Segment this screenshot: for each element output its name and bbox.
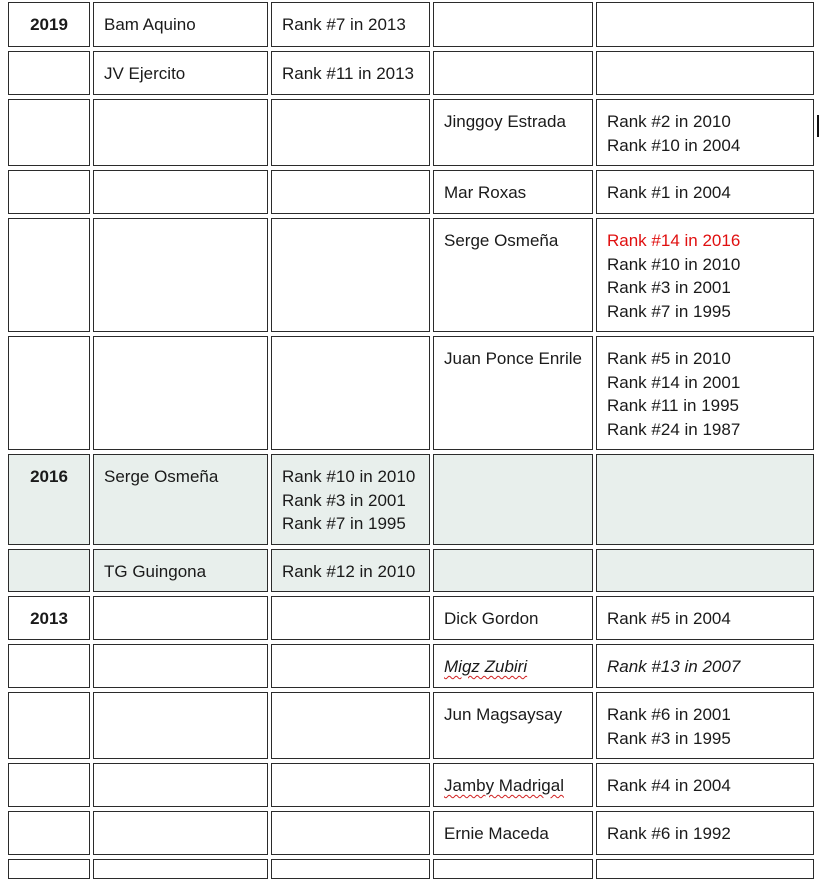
rank-line: Rank #5 in 2004 xyxy=(607,609,731,628)
new-senator-name-cell[interactable] xyxy=(93,336,268,450)
rank-line: Rank #6 in 1992 xyxy=(607,824,731,843)
new-senator-rank-cell[interactable] xyxy=(271,692,430,759)
new-senator-name-cell[interactable] xyxy=(93,692,268,759)
returning-senator-rank-cell[interactable] xyxy=(596,218,814,332)
new-senator-rank-cell[interactable] xyxy=(271,336,430,450)
rank-line: Rank #6 in 2001 xyxy=(607,705,731,724)
table-row xyxy=(8,99,814,166)
rank-line: Rank #10 in 2010 xyxy=(282,467,416,486)
year-cell[interactable]: 2016 xyxy=(8,454,90,545)
returning-senator-rank-cell[interactable] xyxy=(596,99,814,166)
returning-senator-name-cell[interactable] xyxy=(433,644,593,688)
new-senator-rank-cell[interactable] xyxy=(271,644,430,688)
returning-senator-name-cell[interactable]: Ernie Maceda xyxy=(433,811,593,855)
year-cell[interactable] xyxy=(8,692,90,759)
year-cell[interactable] xyxy=(8,763,90,807)
returning-senator-rank-cell[interactable] xyxy=(596,454,814,545)
table-row xyxy=(8,51,814,95)
rank-line: Rank #13 in 2007 xyxy=(607,657,741,676)
year-cell[interactable] xyxy=(8,811,90,855)
table-row xyxy=(8,170,814,214)
new-senator-name-cell[interactable] xyxy=(93,859,268,879)
returning-senator-name-cell[interactable] xyxy=(433,2,593,47)
new-senator-rank-cell[interactable] xyxy=(271,811,430,855)
returning-senator-name-cell[interactable]: Jun Magsaysay xyxy=(433,692,593,759)
returning-senator-name-cell[interactable] xyxy=(433,454,593,545)
new-senator-rank-cell[interactable] xyxy=(271,51,430,95)
new-senator-name-cell[interactable]: TG Guingona xyxy=(93,549,268,593)
rank-line: Rank #3 in 2001 xyxy=(282,490,406,510)
year-cell[interactable] xyxy=(8,549,90,593)
text-cursor-marker xyxy=(817,115,819,137)
returning-senator-rank-cell[interactable] xyxy=(596,2,814,47)
new-senator-rank-cell[interactable] xyxy=(271,454,430,545)
rank-line: Rank #14 in 2001 xyxy=(607,372,741,392)
rank-line: Rank #11 in 2013 xyxy=(282,64,415,83)
new-senator-rank-cell[interactable] xyxy=(271,170,430,214)
returning-senator-rank-cell[interactable] xyxy=(596,811,814,855)
new-senator-name-cell[interactable] xyxy=(93,99,268,166)
table-row xyxy=(8,218,814,332)
returning-senator-rank-cell[interactable] xyxy=(596,692,814,759)
year-cell[interactable] xyxy=(8,170,90,214)
new-senator-name-cell[interactable] xyxy=(93,596,268,640)
new-senator-name-cell[interactable] xyxy=(93,644,268,688)
new-senator-rank-cell[interactable] xyxy=(271,763,430,807)
rank-line: Rank #24 in 1987 xyxy=(607,419,741,439)
new-senator-name-cell[interactable]: JV Ejercito xyxy=(93,51,268,95)
returning-senator-rank-cell[interactable] xyxy=(596,549,814,593)
new-senator-name-cell[interactable]: Bam Aquino xyxy=(93,2,268,47)
spellcheck-flagged-name: Jamby Madrigal xyxy=(444,776,564,795)
new-senator-name-cell[interactable] xyxy=(93,763,268,807)
rank-line: Rank #5 in 2010 xyxy=(607,349,731,368)
returning-senator-name-cell[interactable] xyxy=(433,549,593,593)
rank-line: Rank #7 in 2013 xyxy=(282,15,406,34)
year-cell[interactable] xyxy=(8,644,90,688)
year-cell[interactable] xyxy=(8,51,90,95)
returning-senator-name-cell[interactable]: Juan Ponce Enrile xyxy=(433,336,593,450)
returning-senator-rank-cell[interactable] xyxy=(596,644,814,688)
returning-senator-name-cell[interactable]: Jinggoy Estrada xyxy=(433,99,593,166)
new-senator-rank-cell[interactable] xyxy=(271,549,430,593)
table-row xyxy=(8,763,814,807)
new-senator-rank-cell[interactable] xyxy=(271,859,430,879)
table-row xyxy=(8,549,814,593)
table-row xyxy=(8,336,814,450)
rank-line: Rank #7 in 1995 xyxy=(607,301,731,321)
rank-line: Rank #1 in 2004 xyxy=(607,183,731,202)
returning-senator-rank-cell[interactable] xyxy=(596,596,814,640)
returning-senator-name-cell[interactable]: Serge Osmeña xyxy=(433,218,593,332)
returning-senator-name-cell[interactable] xyxy=(433,763,593,807)
returning-senator-name-cell[interactable]: Mar Roxas xyxy=(433,170,593,214)
returning-senator-rank-cell[interactable] xyxy=(596,763,814,807)
rank-line: Rank #2 in 2010 xyxy=(607,112,731,131)
new-senator-rank-cell[interactable] xyxy=(271,99,430,166)
returning-senator-rank-cell[interactable] xyxy=(596,170,814,214)
returning-senator-name-cell[interactable] xyxy=(433,859,593,879)
year-cell[interactable] xyxy=(8,99,90,166)
new-senator-rank-cell[interactable] xyxy=(271,218,430,332)
highlighted-rank-line: Rank #14 in 2016 xyxy=(607,231,741,250)
year-cell[interactable] xyxy=(8,218,90,332)
senate-ranking-table xyxy=(5,0,817,883)
table-row xyxy=(8,596,814,640)
rank-line: Rank #4 in 2004 xyxy=(607,776,731,795)
document-page xyxy=(5,0,815,883)
returning-senator-rank-cell[interactable] xyxy=(596,51,814,95)
new-senator-rank-cell[interactable] xyxy=(271,596,430,640)
new-senator-name-cell[interactable] xyxy=(93,170,268,214)
rank-line: Rank #11 in 1995 xyxy=(607,396,740,415)
spellcheck-flagged-name: Migz Zubiri xyxy=(444,657,528,676)
rank-line: Rank #7 in 1995 xyxy=(282,514,406,533)
rank-line: Rank #10 in 2004 xyxy=(607,135,741,155)
table-row xyxy=(8,454,814,545)
new-senator-name-cell[interactable] xyxy=(93,811,268,855)
new-senator-name-cell[interactable]: Serge Osmeña xyxy=(93,454,268,545)
year-cell[interactable]: 2019 xyxy=(8,2,90,47)
year-cell[interactable] xyxy=(8,336,90,450)
returning-senator-rank-cell[interactable] xyxy=(596,859,814,879)
new-senator-rank-cell[interactable] xyxy=(271,2,430,47)
table-row-partial xyxy=(8,859,814,879)
new-senator-name-cell[interactable] xyxy=(93,218,268,332)
year-cell[interactable]: 2013 xyxy=(8,596,90,640)
table-row xyxy=(8,811,814,855)
table-row xyxy=(8,692,814,759)
rank-line: Rank #3 in 1995 xyxy=(607,728,731,748)
returning-senator-name-cell[interactable] xyxy=(433,51,593,95)
table-row xyxy=(8,644,814,688)
rank-line: Rank #10 in 2010 xyxy=(607,254,741,274)
rank-line: Rank #3 in 2001 xyxy=(607,278,731,297)
year-cell[interactable] xyxy=(8,859,90,879)
returning-senator-rank-cell[interactable] xyxy=(596,336,814,450)
returning-senator-name-cell[interactable]: Dick Gordon xyxy=(433,596,593,640)
table-row xyxy=(8,2,814,47)
rank-line: Rank #12 in 2010 xyxy=(282,561,416,581)
